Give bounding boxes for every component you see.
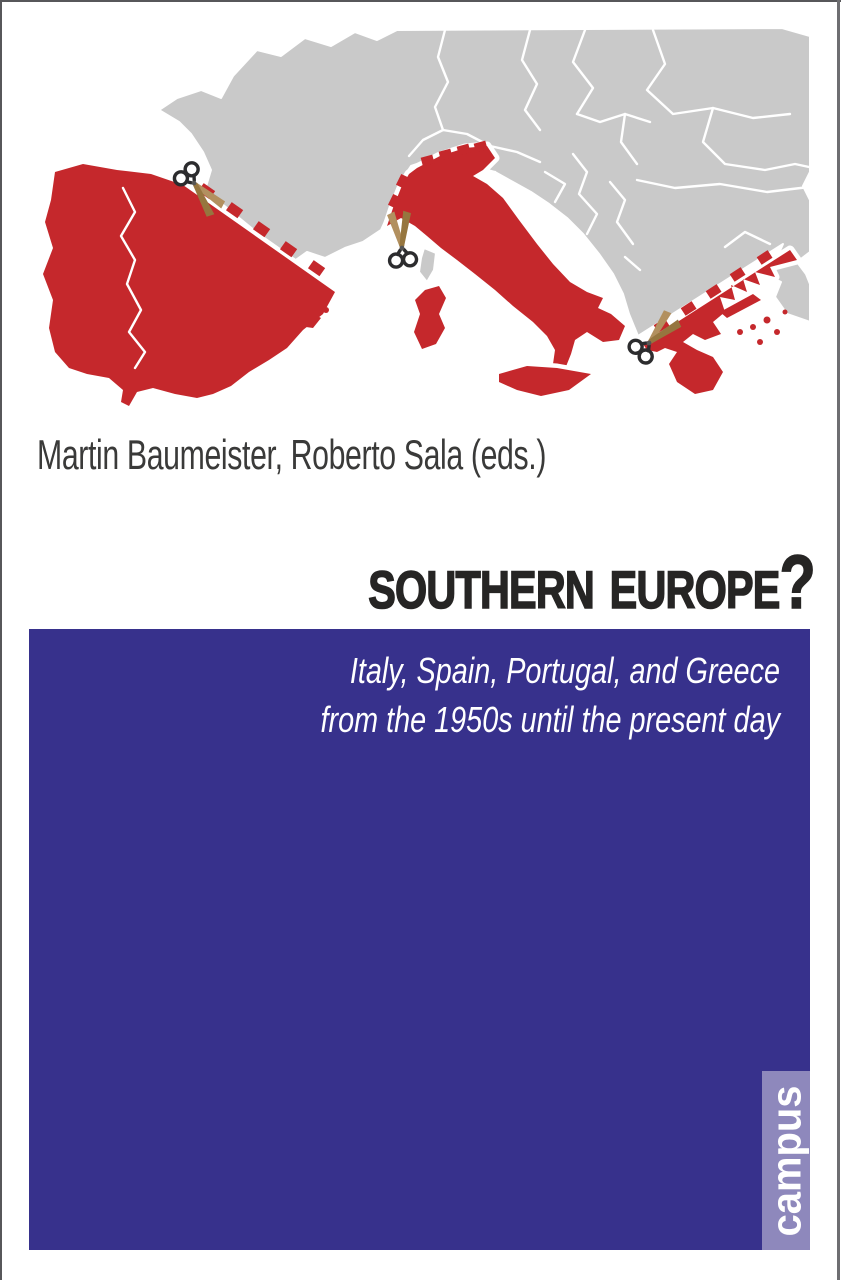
author-line: Martin Baumeister, Roberto Sala (eds.) — [37, 431, 547, 478]
subtitle-panel — [29, 629, 810, 1250]
page-top-edge-line — [0, 0, 841, 2]
subtitle-line-2: from the 1950s until the present day — [320, 698, 780, 740]
sicily-shape — [499, 366, 591, 396]
sardinia-shape — [414, 286, 446, 349]
publisher-tab — [762, 1071, 810, 1250]
corsica-shape — [419, 248, 436, 282]
europe-cutout-map — [25, 22, 815, 440]
subtitle — [187, 647, 780, 745]
page-right-edge-line — [837, 0, 840, 1280]
publisher-logo: campus — [762, 1085, 810, 1236]
subtitle-line-1: Italy, Spain, Portugal, and Greece — [349, 650, 780, 691]
page-left-edge-line — [0, 0, 2, 1280]
book-title: southern europe? — [368, 540, 815, 625]
